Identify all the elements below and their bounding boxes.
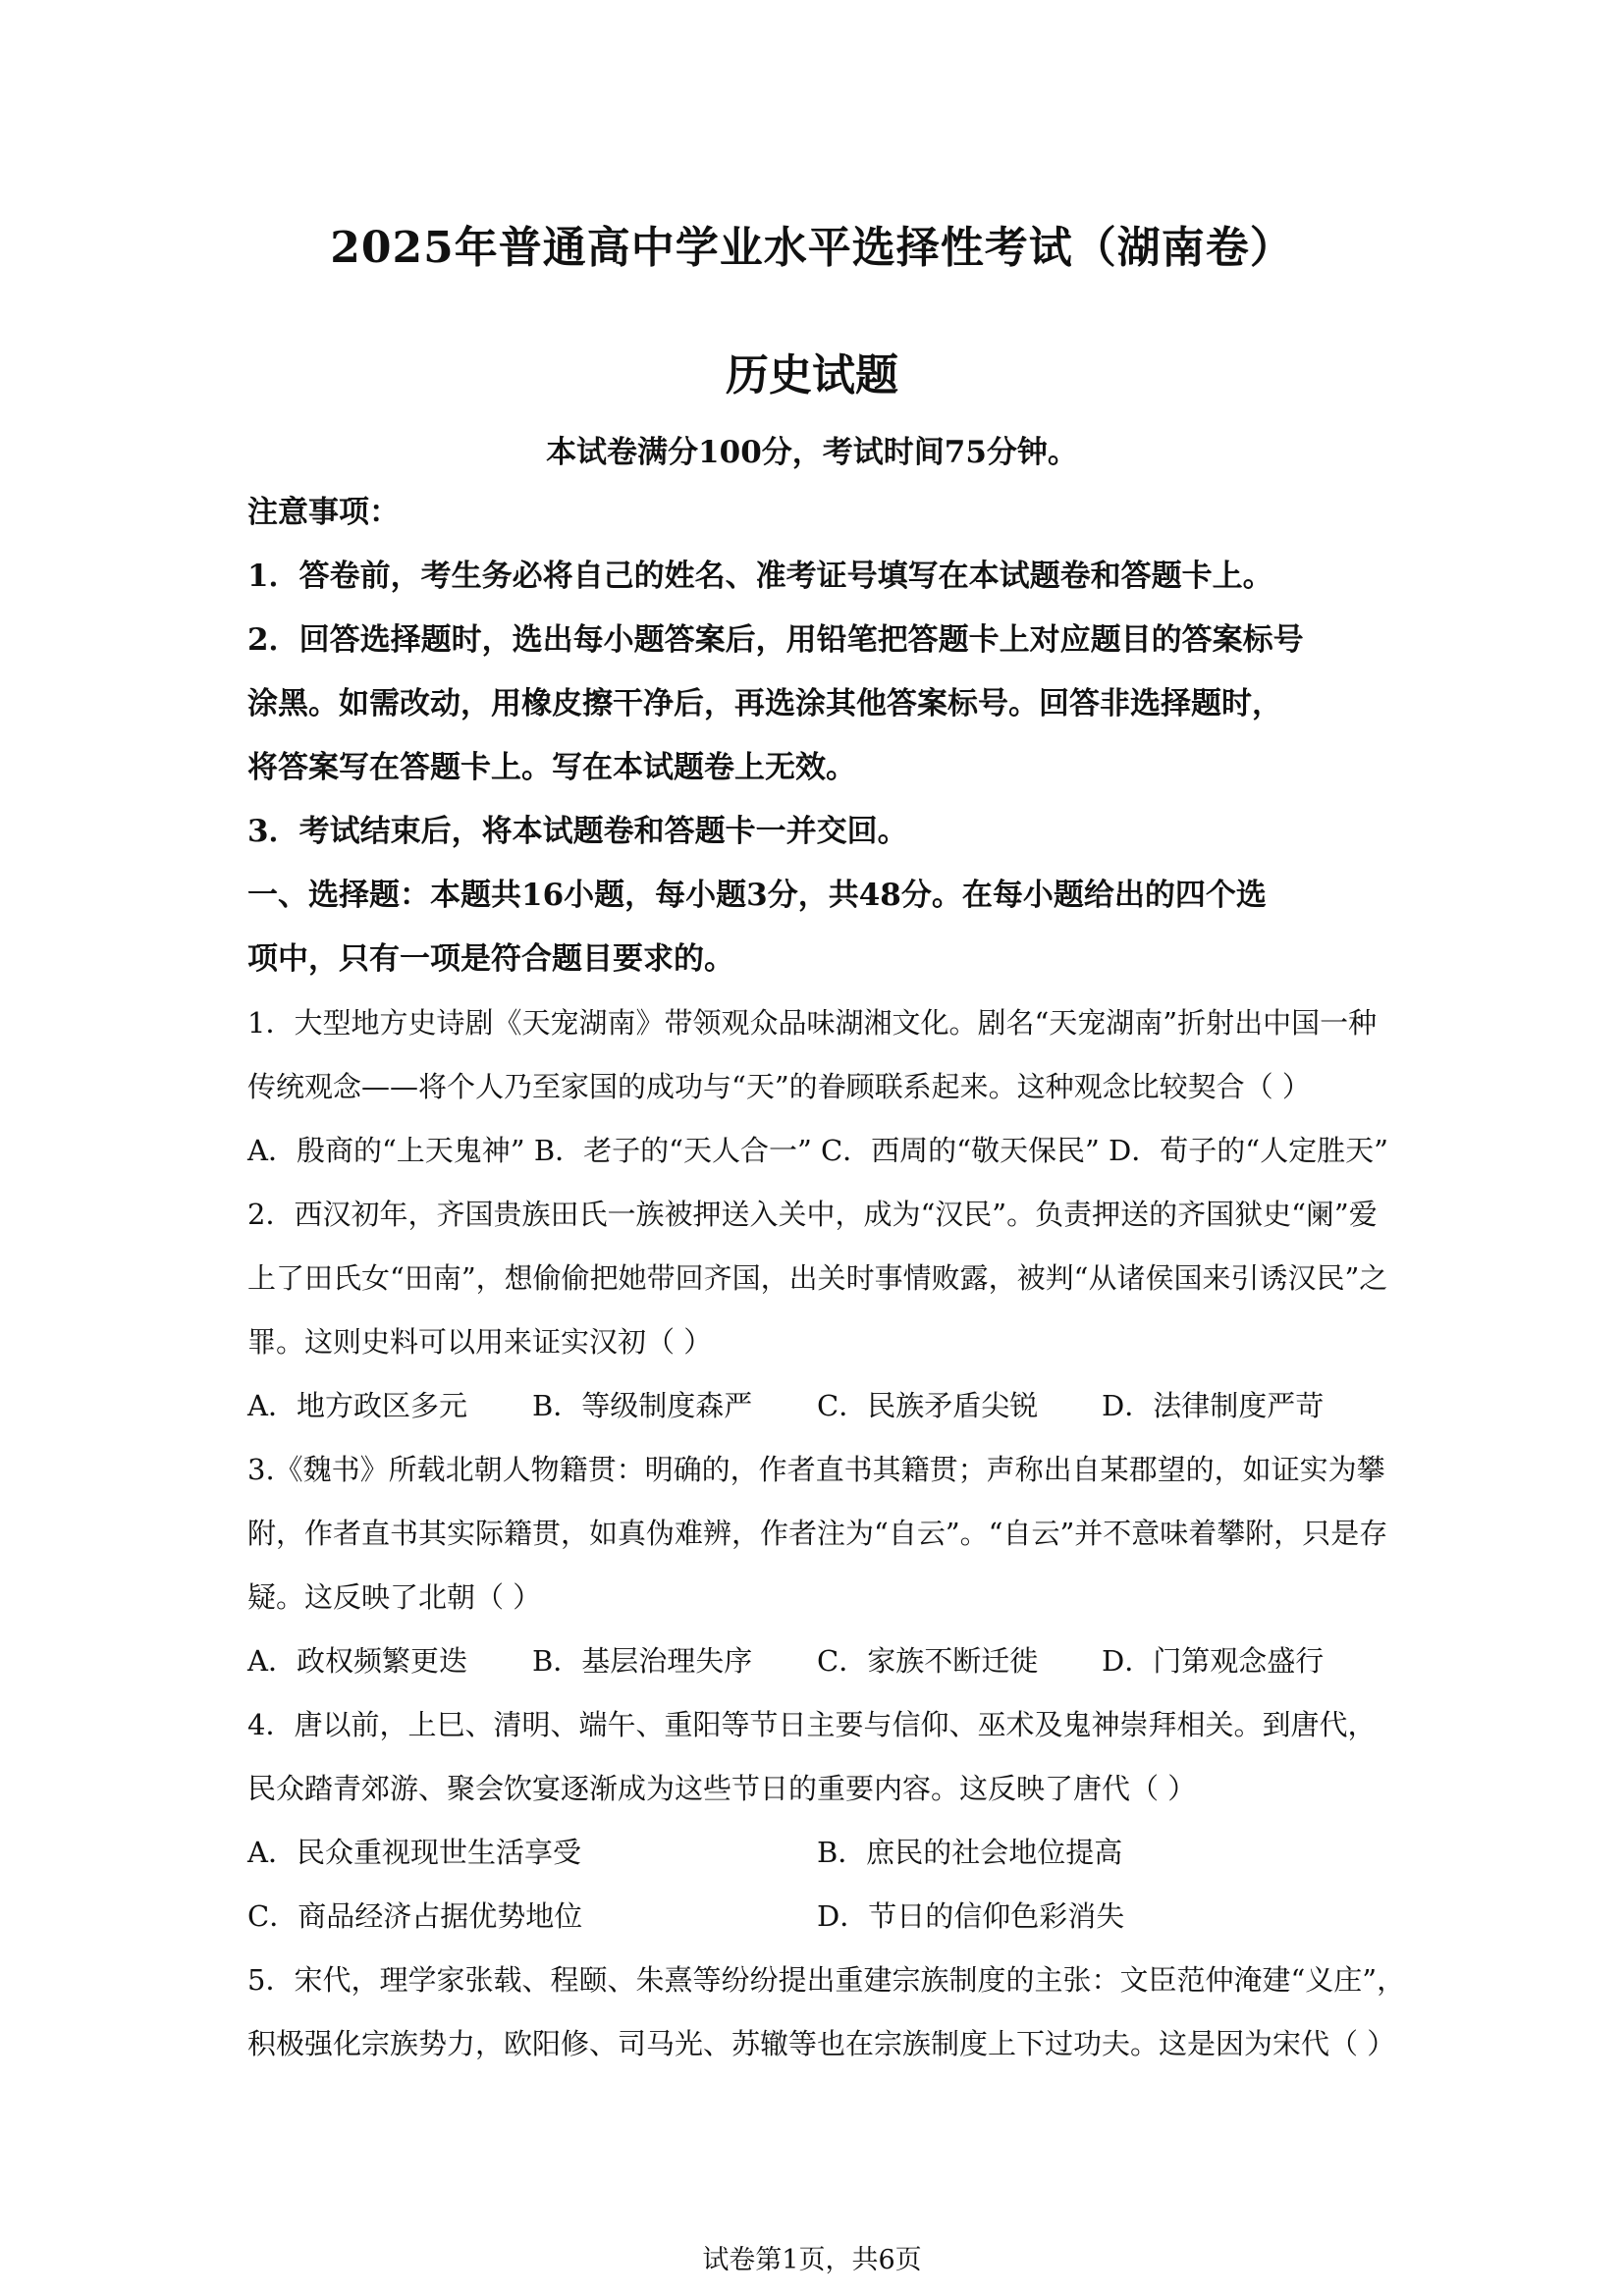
question-options [247,1374,1386,1438]
exam-content [247,481,1406,2076]
question-text: 3.《魏书》所载北朝人物籍贯：明确的，作者直书其籍贯；声称出自某郡望的，如证实为攀 [247,1453,1385,1486]
question-text: 积极强化宗族势力，欧阳修、司马光、苏辙等也在宗族制度上下过功夫。这是因为宋代（ ） [247,2027,1396,2060]
page-footer: 试卷第1页，共6页 [702,2245,922,2275]
question-text: 民众踏青郊游、聚会饮宴逐渐成为这些节日的重要内容。这反映了唐代（ ） [247,1772,1197,1805]
question-options: A．殷商的“上天鬼神” B．老子的“天人合一” C．西周的“敬天保民” D．荀子的“人定胜天” [247,1134,1388,1167]
question-1 [247,991,1386,1183]
option-a: A．民众重视现世生活享受 [247,1836,581,1869]
exam-title: 2025年普通高中学业水平选择性考试（湖南卷） [330,223,1294,273]
option-d: D．门第观念盛行 [1102,1644,1325,1678]
question-text: 1．大型地方史诗剧《天宠湖南》带领观众品味湖湘文化。剧名“天宠湖南”折射出中国一种 [247,1006,1378,1040]
question-3 [247,1438,1386,1693]
question-text: 传统观念——将个人乃至家国的成功与“天”的眷顾联系起来。这种观念比较契合（ ） [247,1070,1311,1103]
notes-heading: 注意事项： [247,495,400,530]
question-4 [247,1693,1386,1949]
exam-info: 本试卷满分100分，考试时间75分钟。 [546,435,1078,470]
option-b: B．庶民的社会地位提高 [817,1836,1123,1869]
section-heading-line: 项中，只有一项是符合题目要求的。 [247,941,734,977]
question-text: 4．唐以前，上巳、清明、端午、重阳等节日主要与信仰、巫术及鬼神崇拜相关。到唐代， [247,1708,1377,1741]
option-b: B．等级制度森严 [532,1389,753,1422]
question-text: 5．宋代，理学家张载、程颐、朱熹等纷纷提出重建宗族制度的主张：文臣范仲淹建“义庄”， [247,1963,1406,1997]
section-heading [247,864,1386,991]
note-line: 涂黑。如需改动，用橡皮擦干净后，再选涂其他答案标号。回答非选择题时， [247,686,1282,721]
question-text: 上了田氏女“田南”，想偷偷把她带回齐国，出关时事情败露，被判“从诸侯国来引诱汉民”之 [247,1261,1388,1295]
option-c: C．民族矛盾尖锐 [817,1389,1039,1422]
question-text: 2．西汉初年，齐国贵族田氏一族被押送入关中，成为“汉民”。负责押送的齐国狱史“阑”爱 [247,1198,1378,1231]
note-line: 将答案写在答题卡上。写在本试题卷上无效。 [247,750,856,785]
note-line: 2．回答选择题时，选出每小题答案后，用铅笔把答题卡上对应题目的答案标号 [247,622,1304,658]
question-5 [247,1949,1406,2076]
question-options [247,1821,1386,1885]
notes-section [247,481,1386,864]
option-c: C．商品经济占据优势地位 [247,1899,583,1933]
question-options [247,1629,1386,1693]
question-text: 附，作者直书其实际籍贯，如真伪难辨，作者注为“自云”。“自云”并不意味着攀附，只是存 [247,1517,1388,1550]
option-b: B．基层治理失序 [532,1644,753,1678]
question-2 [247,1183,1386,1438]
question-text: 罪。这则史料可以用来证实汉初（ ） [247,1325,713,1359]
option-c: C．家族不断迁徙 [817,1644,1039,1678]
section-heading-line: 一、选择题：本题共16小题，每小题3分，共48分。在每小题给出的四个选 [247,878,1267,913]
exam-subject: 历史试题 [726,350,898,400]
question-text: 疑。这反映了北朝（ ） [247,1580,542,1614]
option-d: D．节日的信仰色彩消失 [817,1899,1125,1933]
option-a: A．政权频繁更迭 [247,1644,467,1678]
note-line: 1．答卷前，考生务必将自己的姓名、准考证号填写在本试题卷和答题卡上。 [247,559,1273,594]
note-line: 3．考试结束后，将本试题卷和答题卡一并交回。 [247,814,908,849]
option-a: A．地方政区多元 [247,1389,467,1422]
question-options [247,1885,1386,1949]
option-d: D．法律制度严苛 [1102,1389,1325,1422]
